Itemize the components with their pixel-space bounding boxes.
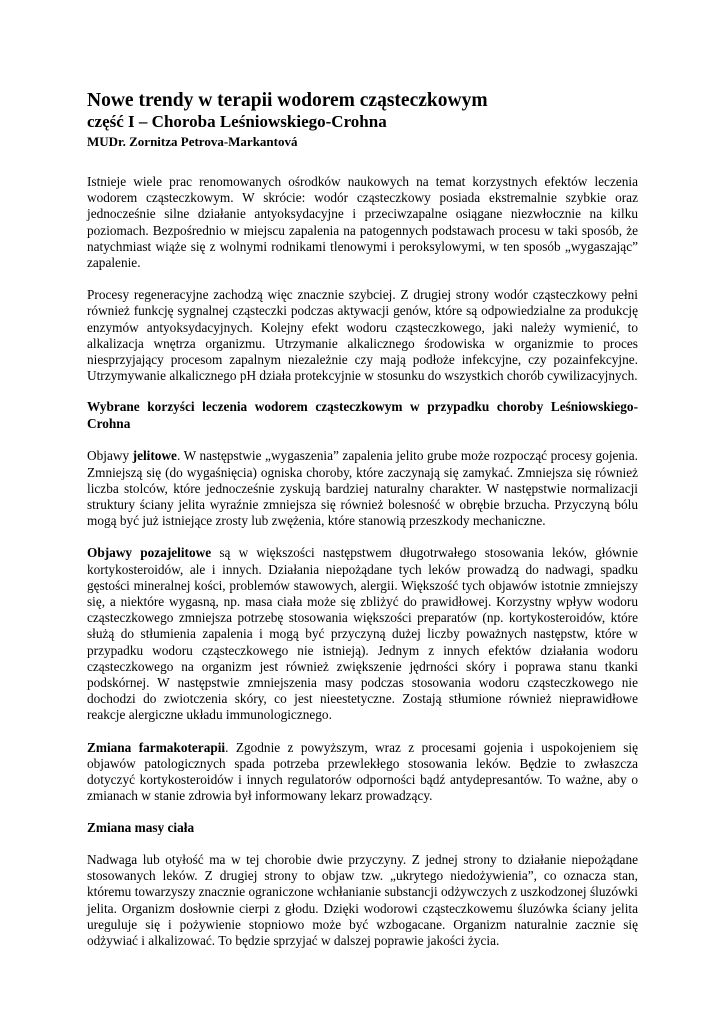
paragraph-intro: Istnieje wiele prac renomowanych ośrodków naukowych na temat korzystnych efektów leczenia wodorem cząsteczkowym. W skrócie: wodór cząsteczkowy posiada ekstremalnie szybkie oraz jednocześnie silne działanie antyoksydacyjne i przeciwzapalne osiągane niezwłocznie na kilku poziomach. Bezpośrednio w miejscu zapalenia na patogennych podstawach procesu w taki sposób, że natychmiast wiąże się z wolnymi rodnikami tlenowymi i peroksylowymi, w ten sposób „wygaszając” zapalenie. xyxy=(87,174,638,271)
document-title: Nowe trendy w terapii wodorem cząsteczkowym xyxy=(87,90,488,111)
paragraph-extraintestinal-text: są w większości następstwem długotrwałego stosowania leków, głównie kortykosteroidów, ale i innych. Działania niepożądane tych leków prowadzą do nadwagi, spadku gęstości mineralnej kości, problemów stawowych, alergii. Większość tych objawów istotnie zmniejszy się, a niektóre wygasną, np. masa ciała może się zbliżyć do prawidłowej. Korzystny wpływ wodoru cząsteczkowego zmniejsza potrzebę stosowania większości preparatów (np. kortykosteroidów, które służą do stłumienia zapalenia i mogą być przyczyną dużej liczby poważnych następstw, które w przypadku wodoru cząsteczkowego nie istnieją). Jednym z innych efektów działania wodoru cząsteczkowego na organizm jest również zwiększenie jędrności skóry i poprawa stanu tkanki podskórnej. W następstwie zmniejszenia masy podczas stosowania wodoru cząsteczkowego nie dochodzi do zwiotczenia skóry, co jest nieestetyczne. Zostają stłumione również nieprawidłowe reakcje alergiczne układu immunologicznego. xyxy=(87,545,638,723)
paragraph-pharmacotherapy xyxy=(87,740,638,805)
paragraph-intestinal-bold: jelitowe xyxy=(132,448,177,464)
paragraph-intestinal-symptoms xyxy=(87,448,638,529)
paragraph-pharmacotherapy-bold: Zmiana farmakoterapii xyxy=(87,739,226,755)
section-heading-benefits: Wybrane korzyści leczenia wodorem cząsteczkowym w przypadku choroby Leśniowskiego-Crohna xyxy=(87,399,638,431)
paragraph-extraintestinal-symptoms xyxy=(87,545,638,723)
paragraph-extraintestinal-bold: Objawy pozajelitowe xyxy=(87,545,212,561)
document-content xyxy=(87,90,638,949)
document-author: MUDr. Zornitza Petrova-Markantová xyxy=(87,134,298,149)
paragraph-body-mass: Nadwaga lub otyłość ma w tej chorobie dwie przyczyny. Z jednej strony to działanie niepożądane stosowanych leków. Z drugiej strony to objaw tzw. „ukrytego niedożywienia”, co oznacza stan, któremu towarzyszy znacznie ograniczone wchłanianie substancji odżywczych z uszkodzonej śluzówki jelita. Organizm dosłownie cierpi z głodu. Dzięki wodorowi cząsteczkowemu śluzówka ściany jelita ureguluje się i pożywienie stopniowo może być wzbogacane. Organizm naturalnie zacznie się odżywiać i alkalizować. To będzie sprzyjać w dalszej poprawie jakości życia. xyxy=(87,852,638,949)
document-subtitle: część I – Choroba Leśniowskiego-Crohna xyxy=(87,112,387,131)
paragraph-pharmacotherapy-text: . Zgodnie z powyższym, wraz z procesami gojenia i uspokojeniem się objawów patologicznych spada potrzeba przewlekłego stosowania leków. Będzie to zwłaszcza dotyczyć kortykosteroidów i innych regulatorów odporności bądź antydepresantów. To ważne, aby o zmianach w stanie zdrowia był informowany lekarz prowadzący. xyxy=(87,739,638,804)
section-heading-body-mass: Zmiana masy ciała xyxy=(87,819,195,835)
paragraph-intestinal-text: . W następstwie „wygaszenia” zapalenia jelito grube może rozpocząć procesy gojenia. Zmniejszą się (do wygaśnięcia) ogniska choroby, które zaczynają się zamykać. Zmniejsza się również liczba stolców, które jednocześnie zyskują bardziej naturalny charakter. W następstwie normalizacji struktury ściany jelita wyraźnie zmniejsza się również bolesność w obrębie brzucha. Przyczyną bólu mogą być już istniejące zrosty lub zwężenia, które stanowią przeszkody mechaniczne. xyxy=(87,448,638,529)
paragraph-regeneration: Procesy regeneracyjne zachodzą więc znacznie szybciej. Z drugiej strony wodór cząsteczkowy pełni również funkcję sygnalnej cząsteczki podczas aktywacji genów, które są odpowiedzialne za produkcję enzymów antyoksydacyjnych. Kolejny efekt wodoru cząsteczkowego, jaki należy wymienić, to alkalizacja wnętrza organizmu. Utrzymanie alkalicznego środowiska w organizmie to proces niesprzyjający procesom zapalnym niezależnie czy mają podłoże infekcyjne, czy pozainfekcyjne. Utrzymywanie alkalicznego pH działa protekcyjnie w stosunku do wszystkich chorób cywilizacyjnych. xyxy=(87,287,638,384)
paragraph-intestinal-lead: Objawy xyxy=(87,448,133,464)
